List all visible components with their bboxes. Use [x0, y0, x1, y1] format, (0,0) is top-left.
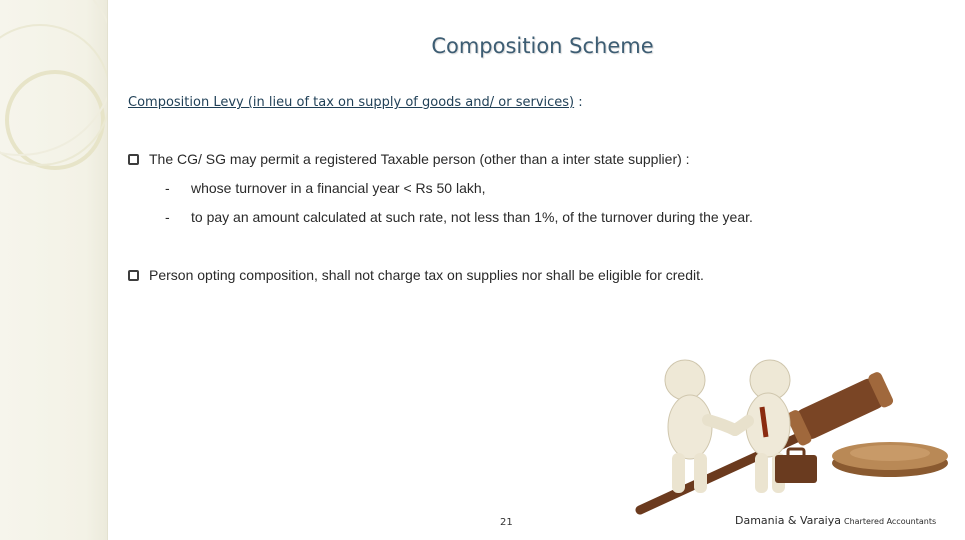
dash-bullet-icon: -	[165, 209, 170, 225]
footer-firm	[735, 514, 936, 527]
firm-name: Damania & Varaiya	[735, 514, 841, 527]
handshake-gavel-illustration	[620, 355, 950, 515]
section-heading-text: Composition Levy (in lieu of tax on supply of goods and/ or services)	[128, 95, 575, 110]
bullet-point-1-text: The CG/ SG may permit a registered Taxable person (other than a inter state supplier) :	[149, 151, 690, 167]
decorative-side-band	[0, 0, 108, 540]
section-heading	[128, 95, 583, 110]
decorative-circles	[0, 0, 107, 540]
section-heading-colon: :	[574, 95, 583, 110]
firm-subtitle: Chartered Accountants	[844, 517, 937, 526]
bullet-point-2-text: Person opting composition, shall not charge tax on supplies nor shall be eligible for credit.	[149, 267, 704, 283]
sub-point-2	[165, 209, 753, 225]
checkbox-bullet-icon	[128, 270, 139, 281]
sub-point-1-text: whose turnover in a financial year < Rs 50 lakh,	[191, 180, 486, 196]
slide-title: Composition Scheme	[431, 34, 654, 58]
checkbox-bullet-icon	[128, 154, 139, 165]
bullet-point-2	[128, 267, 704, 283]
dash-bullet-icon: -	[165, 180, 170, 196]
sub-point-1	[165, 180, 486, 196]
page-number: 21	[500, 517, 513, 528]
bullet-point-1	[128, 151, 690, 167]
sub-point-2-text: to pay an amount calculated at such rate, not less than 1%, of the turnover during the year.	[191, 209, 753, 225]
